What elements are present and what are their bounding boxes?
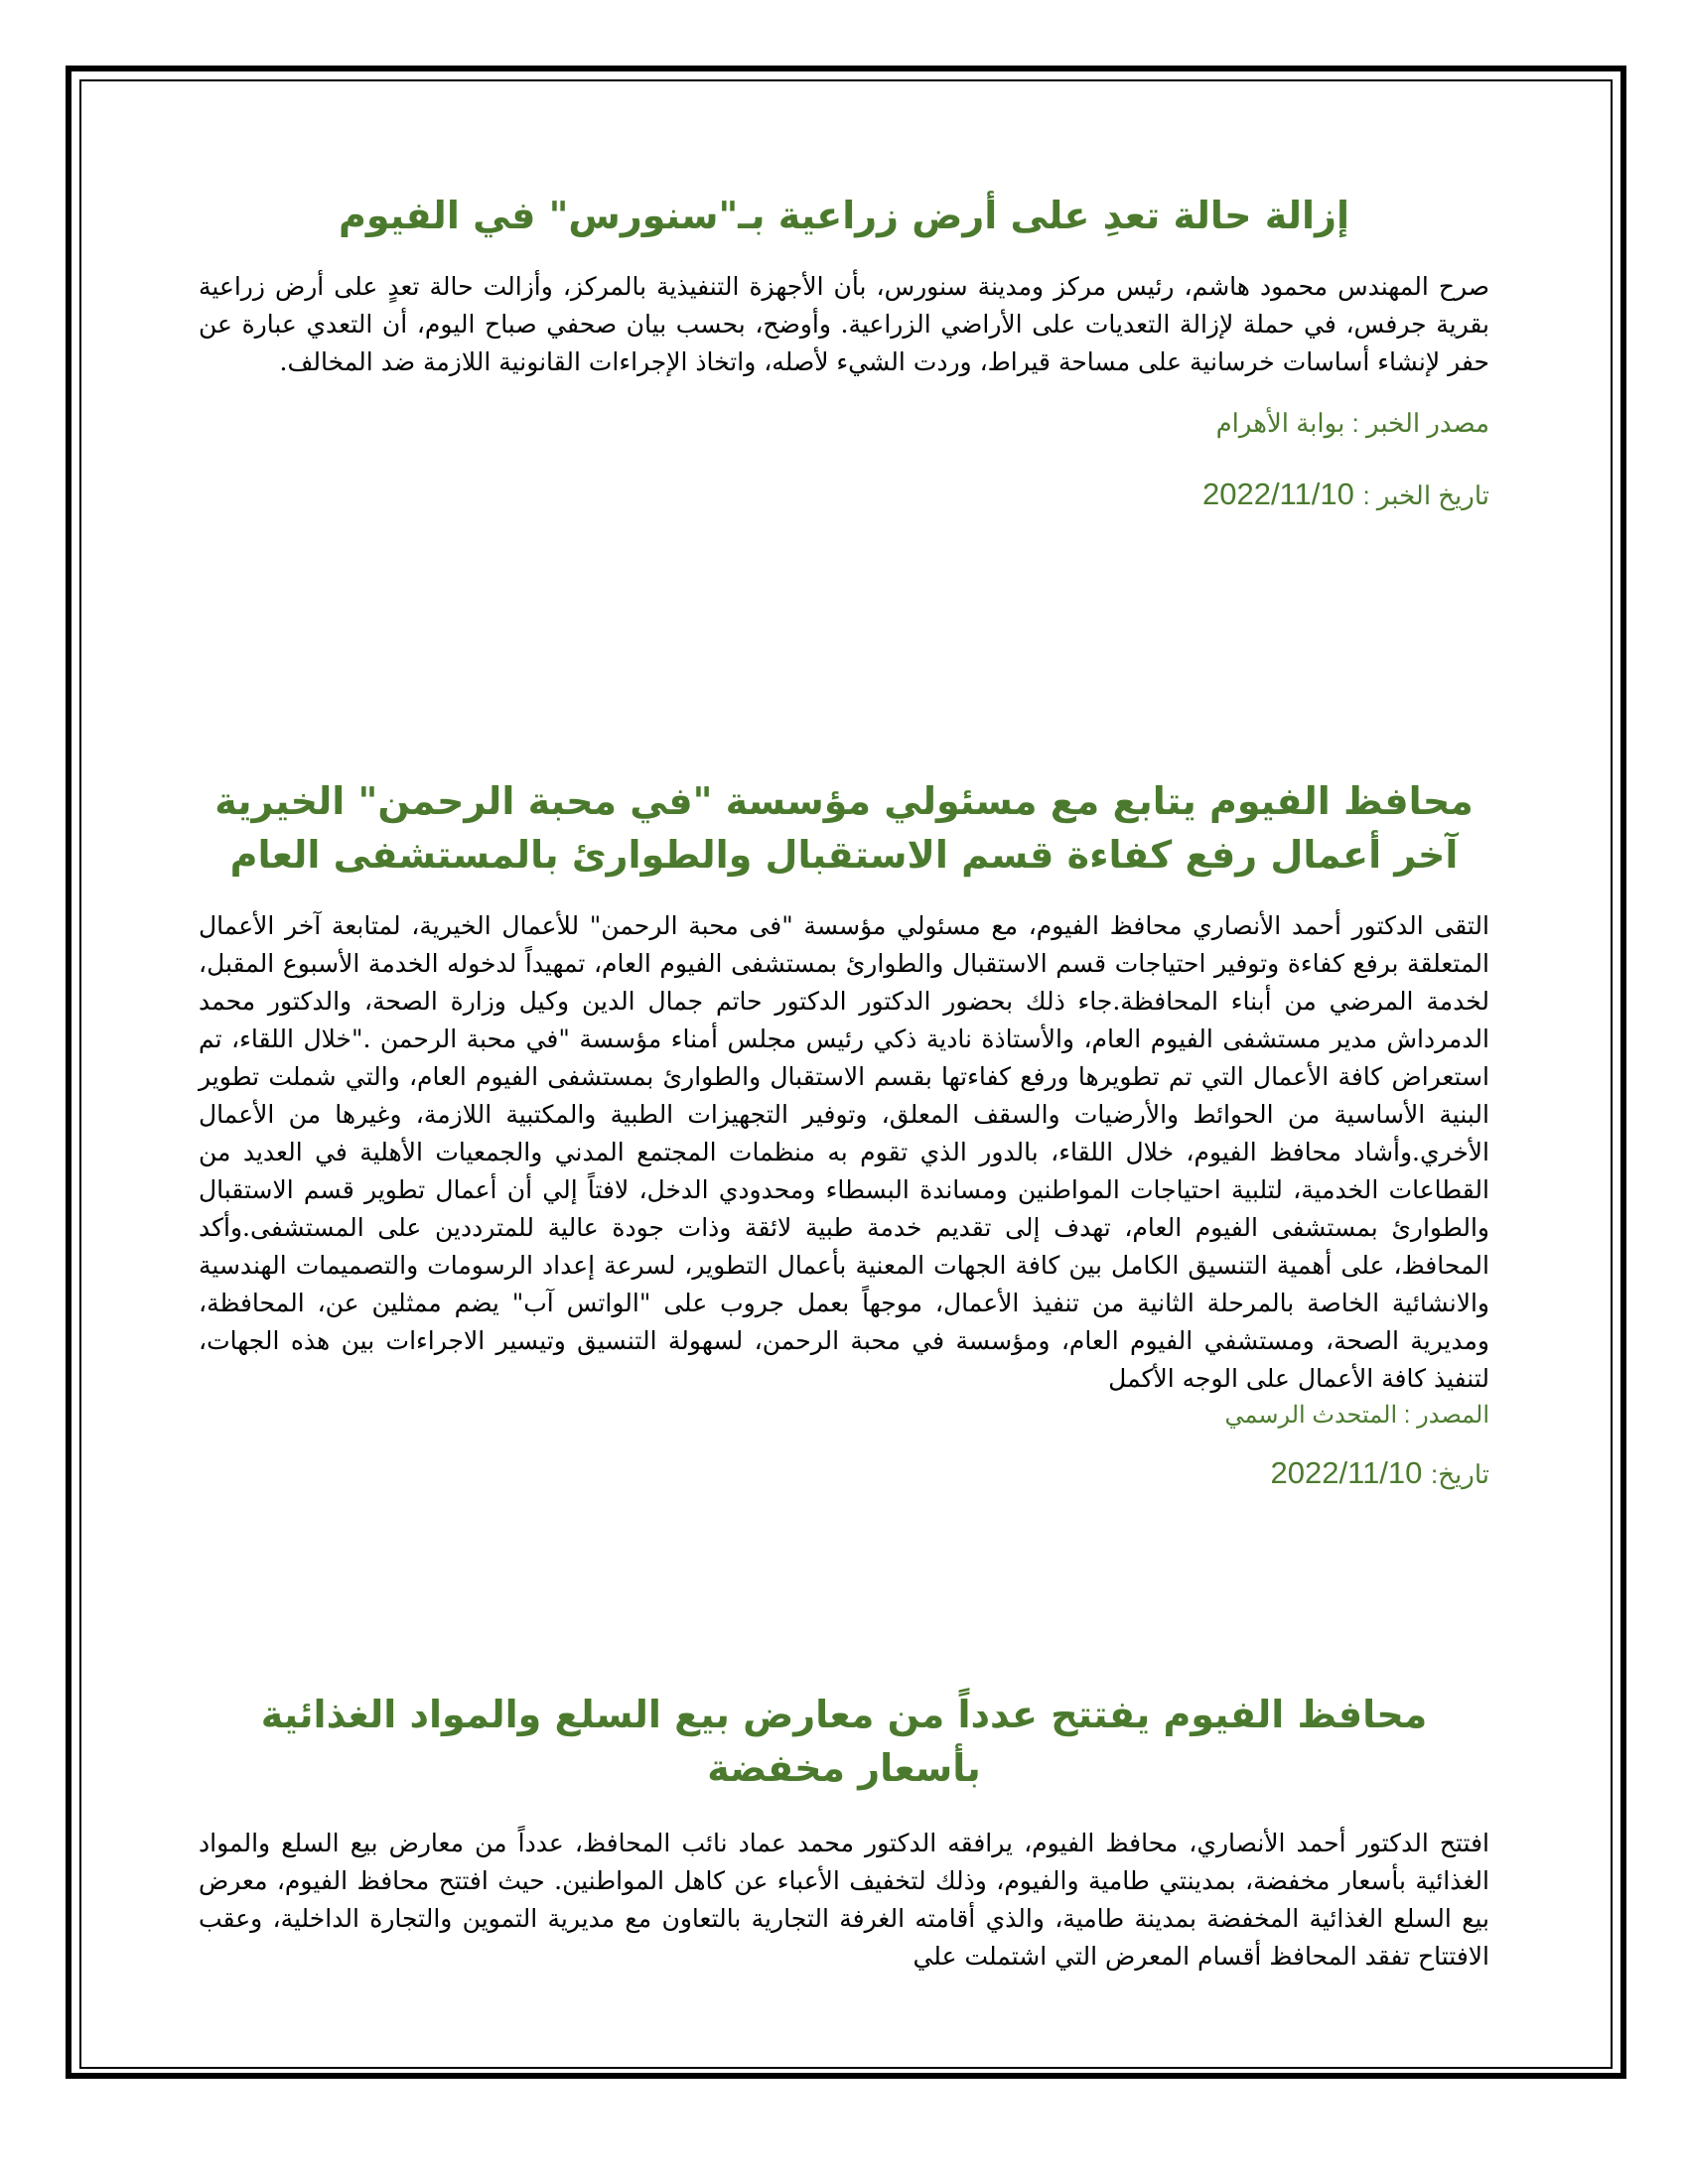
article-headline: إزالة حالة تعدِ على أرض زراعية بـ"سنورس" في الفيوم (339, 194, 1349, 237)
article-date-line (199, 1453, 1489, 1494)
news-article (199, 189, 1489, 515)
article-date: 2022/11/10 (1270, 1455, 1423, 1490)
article-source: مصدر الخبر : بوابة الأهرام (1215, 408, 1489, 438)
article-body: صرح المهندس محمود هاشم، رئيس مركز ومدينة سنورس، بأن الأجهزة التنفيذية بالمركز، وأزالت حالة تعدٍ على أرض زراعية بقرية جرفس، في حملة لإزالة التعديات على الأراضي الزراعية. وأوضح، بحسب بيان صحفي صباح اليوم، أن التعدي عبارة عن حفر لإنشاء أساسات خرسانية على مساحة قيراط، وردت الشيء لأصله، واتخاذ الإجراءات القانونية اللازمة ضد المخالف. (199, 272, 1489, 376)
article-body: افتتح الدكتور أحمد الأنصاري، محافظ الفيوم، يرافقه الدكتور محمد عماد نائب المحافظ، عدداً من معارض بيع السلع والمواد الغذائية بأسعار مخفضة، بمدينتي طامية والفيوم، وذلك لتخفيف الأعباء عن كاهل المواطنين. حيث افتتح محافظ الفيوم، معرض بيع السلع الغذائية المخفضة بمدينة طامية، والذي أقامته الغرفة التجارية بالتعاون مع مديرية التموين والتجارة الداخلية، وعقب الافتتاح تفقد المحافظ أقسام المعرض التي اشتملت علي (199, 1829, 1489, 1971)
news-article (199, 1688, 1489, 1976)
article-body: التقى الدكتور أحمد الأنصاري محافظ الفيوم، مع مسئولي مؤسسة "فى محبة الرحمن" للأعمال الخيرية، لمتابعة آخر الأعمال المتعلقة برفع كفاءة وتوفير احتياجات قسم الاستقبال والطوارئ بمستشفى الفيوم العام، تمهيداً لدخوله الخدمة الأسبوع المقبل، لخدمة المرضي من أبناء المحافظة.جاء ذلك بحضور الدكتور الدكتور حاتم جمال الدين وكيل وزارة الصحة، والدكتور محمد الدمرداش مدير مستشفى الفيوم العام، والأستاذة نادية ذكي رئيس مجلس أمناء مؤسسة "في محبة الرحمن ."خلال اللقاء، تم استعراض كافة الأعمال التي تم تطويرها ورفع كفاءتها بقسم الاستقبال والطوارئ بمستشفى الفيوم العام، والتي شملت تطوير البنية الأساسية من الحوائط والأرضيات والسقف المعلق، وتوفير التجهيزات الطبية والمكتبية اللازمة، وغيرها من الأعمال الأخري.وأشاد محافظ الفيوم، خلال اللقاء، بالدور الذي تقوم به منظمات المجتمع المدني والجمعيات الأهلية في العديد من القطاعات الخدمية، لتلبية احتياجات المواطنين ومساندة البسطاء ومحدودي الدخل، لافتاً إلي أن أعمال تطوير قسم الاستقبال والطوارئ بمستشفى الفيوم العام، تهدف إلى تقديم خدمة طبية لائقة وذات جودة عالية للمترددين على المستشفى.وأكد المحافظ، على أهمية التنسيق الكامل بين كافة الجهات المعنية بأعمال التطوير، لسرعة إعداد الرسومات والتصميمات الهندسية والانشائية الخاصة بالمرحلة الثانية من تنفيذ الأعمال، موجهاً بعمل جروب على "الواتس آب" يضم ممثلين عن، المحافظة، ومديرية الصحة، ومستشفي الفيوم العام، ومؤسسة في محبة الرحمن، لسهولة التنسيق وتيسير الاجراءات بين هذه الجهات، لتنفيذ كافة الأعمال على الوجه الأكمل (199, 911, 1489, 1393)
date-label: تاريخ: (1431, 1459, 1489, 1489)
article-headline: محافظ الفيوم يفتتح عدداً من معارض بيع السلع والمواد الغذائية بأسعار مخفضة (260, 1693, 1428, 1790)
article-date: 2022/11/10 (1201, 477, 1354, 511)
article-source: المصدر : المتحدث الرسمي (1224, 1402, 1489, 1429)
news-article (199, 774, 1489, 1494)
date-label: تاريخ الخبر : (1362, 480, 1489, 510)
article-headline: محافظ الفيوم يتابع مع مسئولي مؤسسة "في محبة الرحمن" الخيرية آخر أعمال رفع كفاءة قسم الاستقبال والطوارئ بالمستشفى العام (214, 779, 1474, 877)
article-date-line (199, 475, 1489, 515)
